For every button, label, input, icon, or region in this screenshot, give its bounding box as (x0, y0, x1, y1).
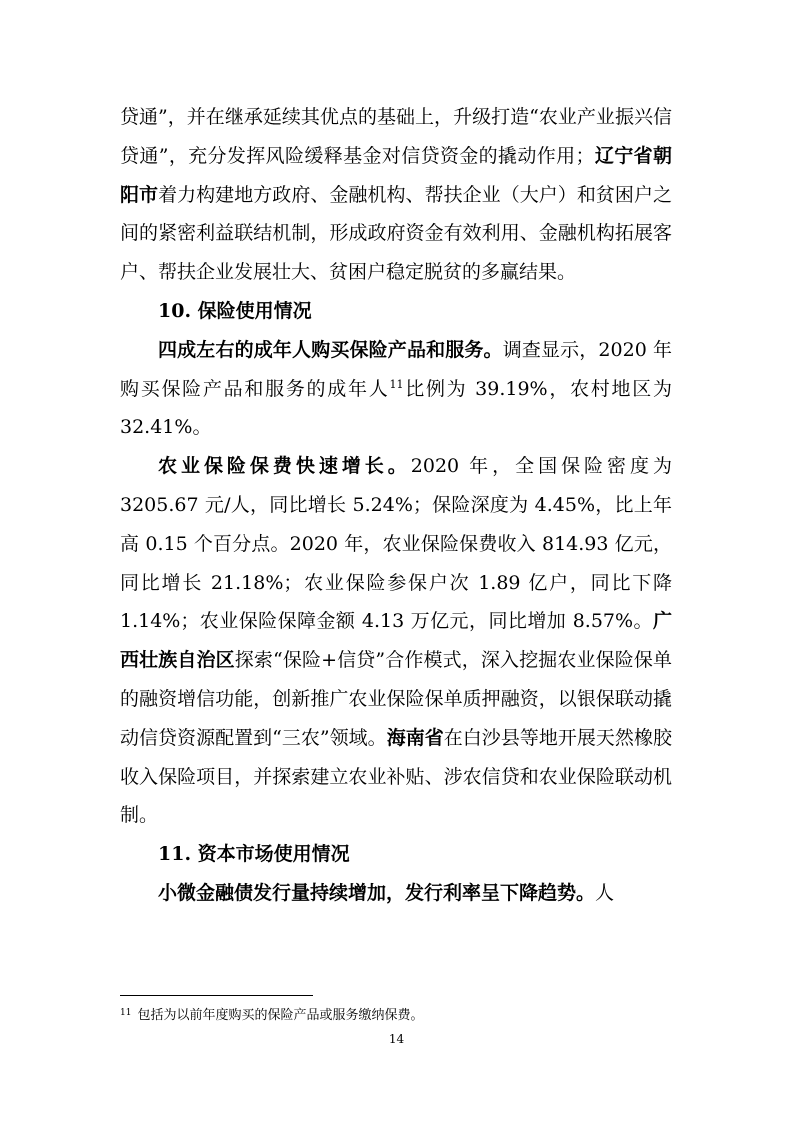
paragraph-lead: 四成左右的成年人购买保险产品和服务。 (158, 338, 503, 361)
section-heading-capital-market: 11. 资本市场使用情况 (158, 843, 350, 866)
paragraph-agri-insurance (120, 447, 672, 835)
footnote-divider (120, 995, 313, 996)
paragraph-text: 探索“保险+信贷”合作模式，深入挖掘农业保险保单的融资增信功能，创新推广农业保险保单质押融资，以银保联动撬动信贷资源配置到“三农”领域。 (120, 649, 672, 749)
paragraph-text: 着力构建地方政府、金融机构、帮扶企业（大户）和贫困户之间的紧密利益联结机制，形成政府资金有效利用、金融机构拓展客户、帮扶企业发展壮大、贫困户稳定脱贫的多赢结果。 (120, 183, 672, 284)
highlight-region-hainan: 海南省 (386, 726, 444, 749)
paragraph-microfinance-bonds (120, 874, 672, 913)
paragraph-text: 人 (595, 881, 615, 904)
body-text (120, 98, 672, 913)
paragraph-text: 在白沙县等地开展天然橡胶收入保险项目，并探索建立农业补贴、涉农信贷和农业保险联动机制。 (120, 726, 672, 827)
page-number: 14 (388, 1032, 405, 1046)
paragraph-rural-credit (120, 98, 672, 292)
paragraph-lead: 小微金融债发行量持续增加，发行利率呈下降趋势。 (158, 881, 596, 904)
highlight-region-chaoyang: 辽宁省朝阳市 (120, 144, 672, 206)
paragraph-lead: 农业保险保费快速增长。 (158, 455, 411, 478)
highlight-region-guangxi: 广西壮族自治区 (120, 610, 672, 672)
paragraph-text: 比例为 39.19%，农村地区为 32.41%。 (120, 377, 672, 439)
paragraph-insurance-adults (120, 331, 672, 447)
footnote-text: 包括为以前年度购买的保险产品或服务缴纳保费。 (137, 1008, 424, 1023)
paragraph-text: 贷通”，并在继承延续其优点的基础上，升级打造“农业产业振兴信贷通”，充分发挥风险缓释基金对信贷资金的撬动作用； (120, 106, 672, 167)
paragraph-text: 2020 年，全国保险密度为 3205.67 元/人，同比增长 5.24%；保险深度为 4.45%，比上年高 0.15 个百分点。2020 年，农业保险保费收入 814.93 亿元，同比增长 21.18%；农业保险参保户次 1.89 亿户，同比下降 1.14%；农业保险保障金额 4.13 万亿元，同比增加 8.57%。 (120, 455, 672, 633)
footnote (120, 1007, 672, 1025)
section-heading-insurance: 10. 保险使用情况 (158, 299, 312, 322)
paragraph-text: 调查显示，2020 年购买保险产品和服务的成年人 (120, 338, 672, 400)
footnote-marker: 11 (120, 1008, 132, 1018)
footnote-reference: 11 (389, 377, 404, 391)
